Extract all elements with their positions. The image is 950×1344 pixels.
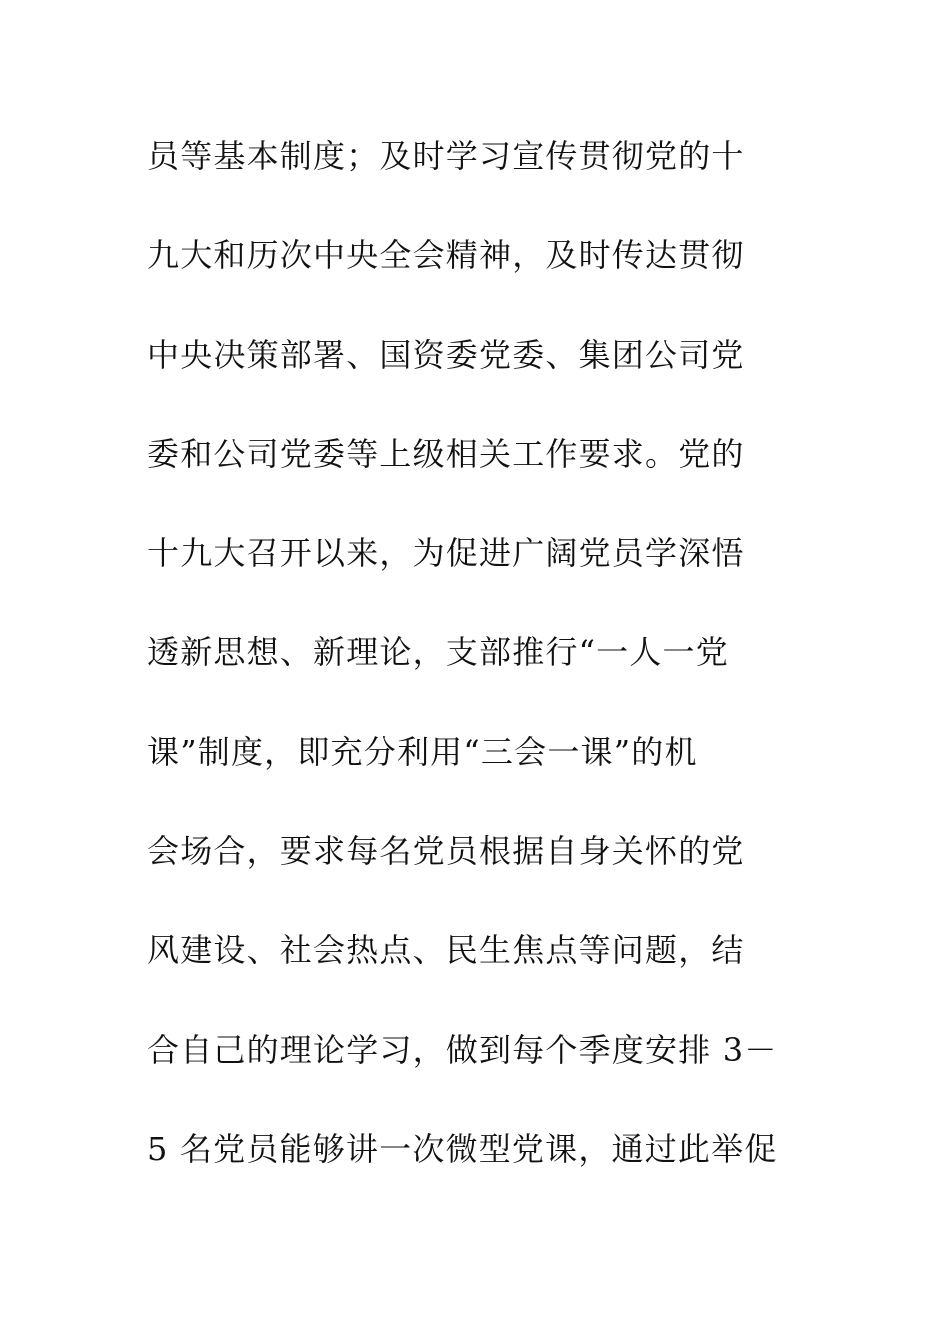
text-line: 委和公司党委等上级相关工作要求。党的 xyxy=(147,434,745,473)
body-text xyxy=(147,124,827,1216)
text-line: 员等基本制度；及时学习宣传贯彻党的十 xyxy=(147,137,745,175)
text-line: 十九大召开以来，为促进广阔党员学深悟 xyxy=(147,534,745,573)
text-line: 中央决策部署、国资委党委、集团公司党 xyxy=(147,335,745,374)
text-line: 5 名党员能够讲一次微型党课，通过此举促 xyxy=(147,1129,778,1168)
text-line: 透新思想、新理论，支部推行“一人一党 xyxy=(147,633,729,672)
text-line: 会场合，要求每名党员根据自身关怀的党 xyxy=(147,832,745,871)
text-line: 合自己的理论学习，做到每个季度安排 3－ xyxy=(147,1030,778,1069)
text-line: 风建设、社会热点、民生焦点等问题，结 xyxy=(147,931,745,970)
text-line: 课”制度，即充分利用“三会一课”的机 xyxy=(147,732,698,771)
text-line: 九大和历次中央全会精神，及时传达贯彻 xyxy=(147,236,745,275)
